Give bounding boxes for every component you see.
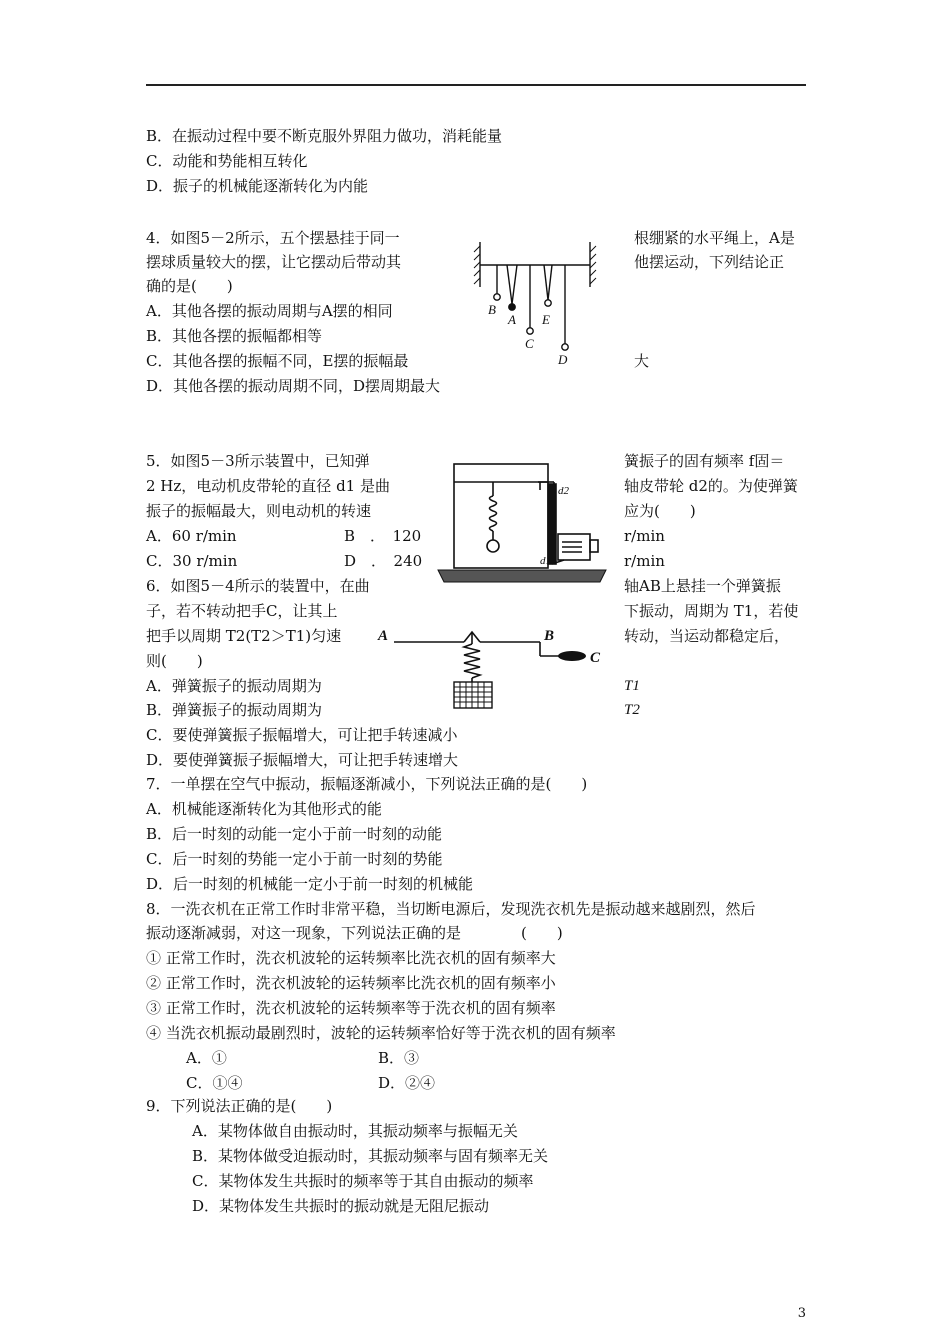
q5-option-b: B ． 120 [344, 527, 422, 545]
q5-option-c: C．30 r/min [146, 552, 238, 570]
q6-option-a-tail: T1 [624, 678, 640, 694]
q4-option-d: D．其他各摆的振动周期不同，D摆周期最大 [146, 377, 441, 395]
q6-stem-line2-left: 子，若不转动把手C，让其上 [146, 602, 338, 620]
q6-stem-line2-right: 下振动，周期为 T1，若使 [624, 602, 799, 620]
q3-option-d: D．振子的机械能逐渐转化为内能 [146, 177, 369, 195]
q8-option-d: D．②④ [378, 1074, 436, 1092]
q9-stem: 9．下列说法正确的是( ) [146, 1097, 333, 1115]
spring-motor-figure [436, 460, 608, 584]
pendulum-label-c: C [525, 336, 534, 351]
crank-label-c: C [590, 650, 601, 666]
q5-option-d-unit: r/min [624, 552, 665, 570]
q4-stem-line2-left: 摆球质量较大的摆，让它摆动后带动其 [146, 253, 402, 271]
pendulum-label-d: D [558, 352, 568, 367]
pendulum-figure [470, 232, 610, 372]
crank-label-a: A [378, 628, 389, 644]
q8-statement-4: ④ 当洗衣机振动最剧烈时，波轮的运转频率恰好等于洗衣机的固有频率 [146, 1024, 616, 1042]
motor-label-d1: d1 [540, 555, 551, 567]
q4-stem-line3: 确的是( ) [146, 277, 233, 295]
q8-stem-line2: 振动逐渐减弱，对这一现象，下列说法正确的是 ( ) [146, 924, 563, 942]
pendulum-label-e: E [542, 312, 550, 327]
q8-statement-1: ① 正常工作时，洗衣机波轮的运转频率比洗衣机的固有频率大 [146, 949, 556, 967]
q6-stem-line4: 则( ) [146, 652, 203, 670]
q9-option-d: D．某物体发生共振时的振动就是无阻尼振动 [192, 1197, 490, 1215]
q5-stem-line2-right: 轴皮带轮 d2的。为使弹簧 [624, 477, 798, 495]
q6-option-a: A．弹簧振子的振动周期为 [146, 677, 322, 695]
q6-option-d: D．要使弹簧振子振幅增大，可让把手转速增大 [146, 751, 459, 769]
weight-block [454, 682, 492, 708]
q4-stem-line1-left: 4．如图5－2所示，五个摆悬挂于同一 [146, 229, 400, 247]
q5-stem-line3-right: 应为( ) [624, 502, 696, 520]
page-number: 3 [797, 1306, 806, 1321]
q6-option-b-tail: T2 [624, 702, 640, 718]
q9-option-c: C．某物体发生共振时的频率等于其自由振动的频率 [192, 1172, 534, 1190]
q9-option-a: A．某物体做自由振动时，其振动频率与振幅无关 [192, 1122, 518, 1140]
q7-option-c: C．后一时刻的势能一定小于前一时刻的势能 [146, 850, 443, 868]
q5-stem-line2-left: 2 Hz，电动机皮带轮的直径 d1 是曲 [146, 477, 390, 495]
q8-stem-line1: 8．一洗衣机在正常工作时非常平稳，当切断电源后，发现洗衣机先是振动越来越剧烈，然后 [146, 900, 756, 918]
q4-option-a: A．其他各摆的振动周期与A摆的相同 [146, 302, 393, 320]
pendulum-label-b: B [488, 302, 496, 317]
q4-stem-line1-right: 根绷紧的水平绳上，A是 [634, 229, 795, 247]
q3-option-b: B．在振动过程中要不断克服外界阻力做功，消耗能量 [146, 127, 503, 145]
q4-stem-line2-right: 他摆运动，下列结论正 [634, 253, 785, 271]
q5-stem-line3-left: 振子的振幅最大，则电动机的转速 [146, 502, 372, 520]
q4-option-c: C．其他各摆的振幅不同，E摆的振幅最 [146, 352, 409, 370]
q8-option-b: B．③ [378, 1049, 420, 1067]
pendulum-label-a: A [508, 312, 516, 327]
q5-stem-line1-left: 5．如图5－3所示装置中，已知弹 [146, 452, 370, 470]
q7-option-b: B．后一时刻的动能一定小于前一时刻的动能 [146, 825, 443, 843]
q6-stem-line3-right: 转动，当运动都稳定后， [624, 627, 790, 645]
q4-option-b: B．其他各摆的振幅都相等 [146, 327, 323, 345]
q6-option-b: B．弹簧振子的振动周期为 [146, 701, 323, 719]
q7-option-a: A．机械能逐渐转化为其他形式的能 [146, 800, 382, 818]
q6-stem-line3-left: 把手以周期 T2(T2＞T1)匀速 [146, 627, 342, 645]
q6-stem-line1-right: 轴AB上悬挂一个弹簧振 [624, 577, 781, 595]
q8-option-c: C．①④ [186, 1074, 243, 1092]
q5-option-d: D ． 240 [344, 552, 423, 570]
crank-label-b: B [544, 628, 555, 644]
header-rule [146, 84, 806, 86]
q7-stem: 7．一单摆在空气中振动，振幅逐渐减小，下列说法正确的是( ) [146, 775, 588, 793]
q6-option-c: C．要使弹簧振子振幅增大，可让把手转速减小 [146, 726, 458, 744]
q8-statement-3: ③ 正常工作时，洗衣机波轮的运转频率等于洗衣机的固有频率 [146, 999, 556, 1017]
q6-stem-line1-left: 6．如图5－4所示的装置中，在曲 [146, 577, 370, 595]
q9-option-b: B．某物体做受迫振动时，其振动频率与固有频率无关 [192, 1147, 549, 1165]
crank-spring-figure [376, 620, 608, 712]
q8-option-a: A．① [186, 1049, 227, 1067]
q7-option-d: D．后一时刻的机械能一定小于前一时刻的机械能 [146, 875, 474, 893]
q5-stem-line1-right: 簧振子的固有频率 f固＝ [624, 452, 785, 470]
q4-option-c-tail: 大 [634, 352, 650, 370]
q5-option-b-unit: r/min [624, 527, 665, 545]
q5-option-a: A．60 r/min [146, 527, 237, 545]
motor-label-d2: d2 [558, 485, 569, 497]
q8-statement-2: ② 正常工作时，洗衣机波轮的运转频率比洗衣机的固有频率小 [146, 974, 556, 992]
q3-option-c: C．动能和势能相互转化 [146, 152, 308, 170]
